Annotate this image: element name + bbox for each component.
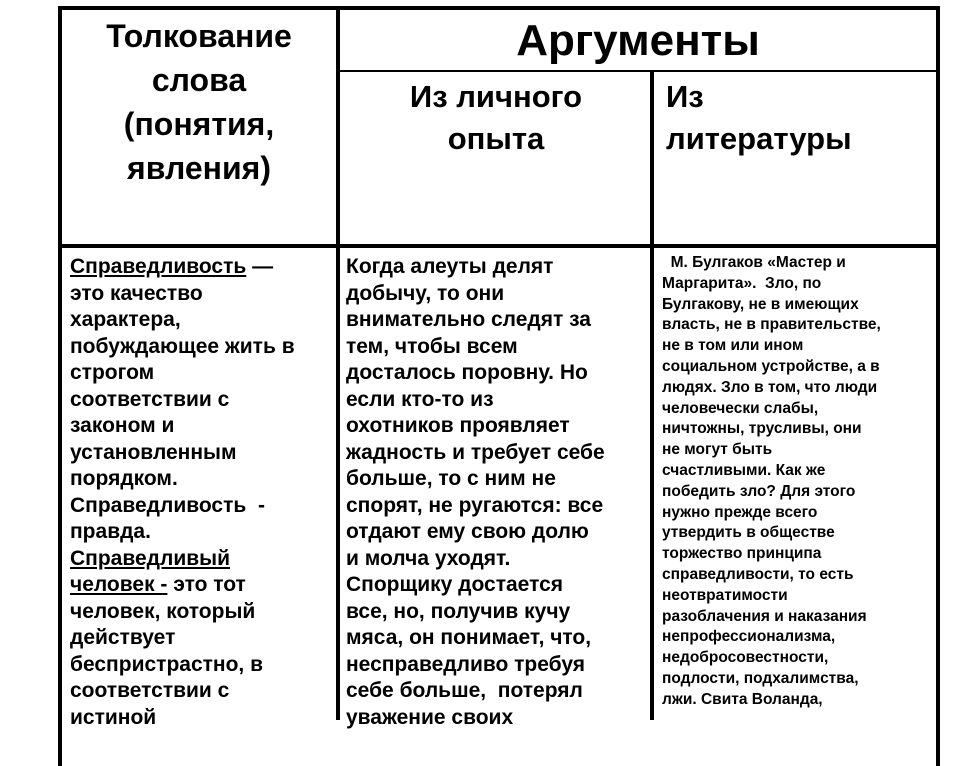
definition-cell xyxy=(70,254,338,731)
header-from-literature: Из литературы xyxy=(666,79,852,156)
personal-experience-cell: Когда алеуты делят добычу, то они внимательно следят за тем, чтобы всем досталось поровну. Но если кто-то из охотников проявляет жадность и требует себе больше, то с ним не спорят, не ругаются: все отдают ему свою долю и молча уходят. Спорщику достается все, но, получив кучу мяса, он понимает, что, несправедливо требуя себе больше, потерял уважение своих xyxy=(346,255,605,729)
term-just-person-a: Справедливый xyxy=(70,546,231,570)
header-bottom-line xyxy=(60,244,938,248)
arguments-header-underline xyxy=(338,70,936,72)
header-personal-experience: Из личного опыта xyxy=(409,79,583,156)
literature-cell: М. Булгаков «Мастер и Маргарита». Зло, по Булгакову, не в имеющих власть, не в правительстве, не в том или ином социальном устройстве, а в людях. Зло в том, что люди человечески слабы, ничтожны, трусливы, они не могут быть счастливыми. Как же победить зло? Для этого нужно прежде всего утвердить в обществе торжество принципа справедливости, то есть неотвратимости разоблачения и наказания непрофессионализма, недобросовестности, подлости, подхалимства, лжи. Свита Воланда, xyxy=(662,254,881,708)
header-interpretation: Толкование слова (понятия, явления) xyxy=(106,18,292,186)
definition-just-person: это тот человек, который действует беспристрастно, в соответствии с истиной xyxy=(70,573,263,729)
column-divider-2 xyxy=(650,70,654,720)
header-arguments: Аргументы xyxy=(516,16,760,65)
definition-justice: — это качество характера, побуждающее жить в строгом соответствии с законом и установленным порядком. Справедливость - правда. xyxy=(70,255,295,543)
term-justice: Справедливость xyxy=(70,255,247,278)
term-just-person-b: человек - xyxy=(70,573,168,596)
